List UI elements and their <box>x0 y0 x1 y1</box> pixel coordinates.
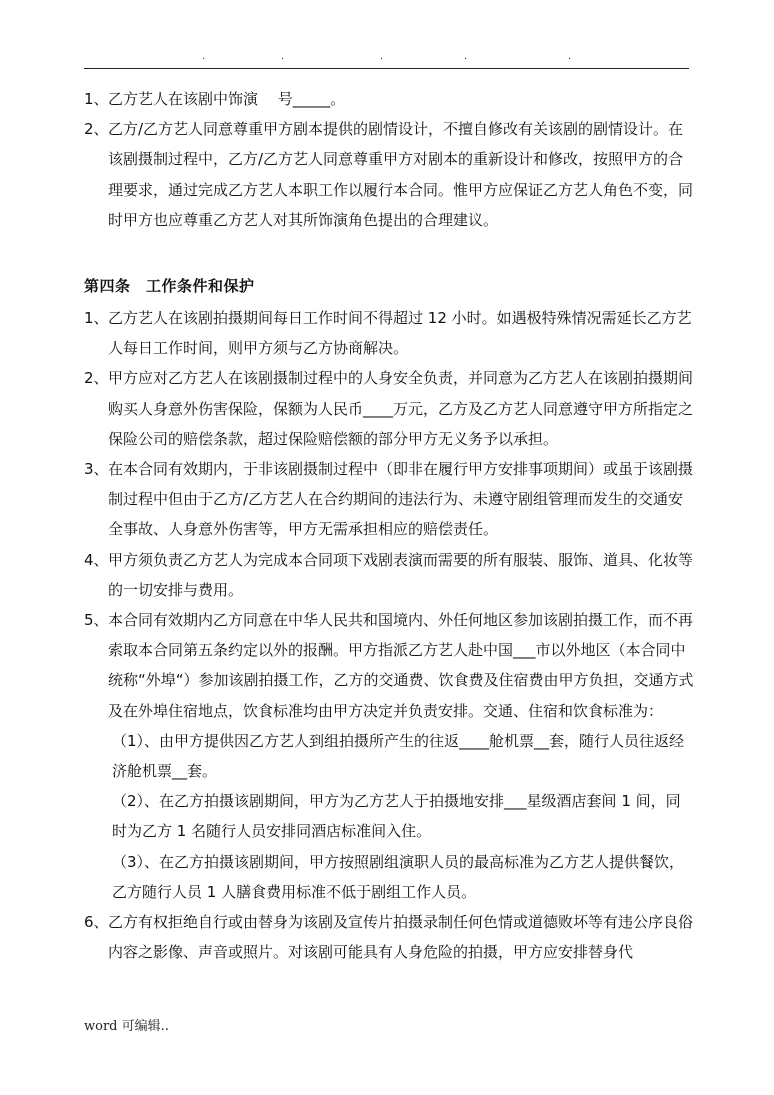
sub-item-text: 由甲方提供因乙方艺人到组拍摄所产生的往返____舱机票__套，随行人员往返经济舱机票__套。 <box>112 731 685 781</box>
item-number: 1、 <box>84 309 109 328</box>
item-number: 2、 <box>84 120 109 139</box>
header-dots <box>84 52 689 66</box>
sub-item-text: 在乙方拍摄该剧期间，甲方为乙方艺人于拍摄地安排___星级酒店套间 1 间，同时为乙方 1 名随行人员安排同酒店标准间入住。 <box>112 792 681 841</box>
header-dot: . <box>464 51 468 62</box>
document-body <box>84 84 694 967</box>
sub-item <box>84 726 694 786</box>
clause-item <box>84 545 694 605</box>
clause-item <box>84 363 694 454</box>
item-text: 在本合同有效期内，于非该剧摄制过程中（即非在履行甲方安排事项期间）或虽于该剧摄制过程中但由于乙方/乙方艺人在合约期间的违法行为、未遵守剧组管理而发生的交通安全事故、人身意外伤害等，甲方无需承担相应的赔偿责任。 <box>108 460 694 539</box>
item-text: 甲方须负责乙方艺人为完成本合同项下戏剧表演而需要的所有服装、服饰、道具、化妆等的一切安排与费用。 <box>108 550 694 599</box>
footer-note: word 可编辑.. <box>84 1019 169 1034</box>
sub-item-text: 在乙方拍摄该剧期间，甲方按照剧组演职人员的最高标准为乙方艺人提供餐饮，乙方随行人员 1 人膳食费用标准不低于剧组工作人员。 <box>112 852 685 901</box>
item-text: 本合同有效期内乙方同意在中华人民共和国境内、外任何地区参加该剧拍摄工作，而不再索取本合同第五条约定以外的报酬。甲方指派乙方艺人赴中国___市以外地区（本合同中统称“外埠“）参加该剧拍摄工作，乙方的交通费、饮食费及住宿费由甲方负担，交通方式及在外埠住宿地点，饮食标准均由甲方决定并负责安排。交通、住宿和饮食标准为： <box>108 611 694 720</box>
spacer <box>84 235 694 265</box>
clause-item <box>84 303 694 363</box>
clause-item <box>84 605 694 726</box>
header-rule <box>84 68 689 69</box>
clause-item <box>84 84 694 114</box>
section-heading: 第四条 工作条件和保护 <box>84 277 255 296</box>
clause-item <box>84 907 694 967</box>
item-number: 5、 <box>84 611 109 630</box>
sub-item-number: （1）、 <box>112 731 160 750</box>
sub-item-number: （2）、 <box>112 792 160 811</box>
item-number: 6、 <box>84 913 109 932</box>
sub-item <box>84 786 694 846</box>
item-number: 1、 <box>84 90 109 108</box>
header-dot: . <box>380 51 384 62</box>
header-dot: . <box>202 51 206 62</box>
item-number: 2、 <box>84 369 109 388</box>
item-text: 甲方应对乙方艺人在该剧摄制过程中的人身安全负责，并同意为乙方艺人在该剧拍摄期间购买人身意外伤害保险，保额为人民币____万元，乙方及乙方艺人同意遵守甲方所指定之保险公司的赔偿条款，超过保险赔偿额的部分甲方无义务予以承担。 <box>108 369 694 448</box>
sub-item <box>84 847 694 907</box>
header-dot: . <box>281 51 285 62</box>
item-text: 乙方有权拒绝自行或由替身为该剧及宣传片拍摄录制任何色情或道德败坏等有违公序良俗内容之影像、声音或照片。对该剧可能具有人身危险的拍摄，甲方应安排替身代 <box>108 913 694 962</box>
header-dot: . <box>568 51 572 62</box>
item-text: 乙方艺人在该剧中饰演 号_____。 <box>108 90 346 108</box>
item-number: 4、 <box>84 550 109 569</box>
clause-item <box>84 114 694 235</box>
item-text: 乙方艺人在该剧拍摄期间每日工作时间不得超过 12 小时。如遇极特殊情况需延长乙方艺人每日工作时间，则甲方须与乙方协商解决。 <box>108 309 692 358</box>
clause-item <box>84 454 694 545</box>
item-number: 3、 <box>84 460 109 479</box>
sub-item-number: （3）、 <box>112 852 160 871</box>
item-text: 乙方/乙方艺人同意尊重甲方剧本提供的剧情设计，不擅自修改有关该剧的剧情设计。在该剧摄制过程中，乙方/乙方艺人同意尊重甲方对剧本的重新设计和修改，按照甲方的合理要求，通过完成乙方艺人本职工作以履行本合同。惟甲方应保证乙方艺人角色不变，同时甲方也应尊重乙方艺人对其所饰演角色提出的合理建议。 <box>108 120 694 229</box>
